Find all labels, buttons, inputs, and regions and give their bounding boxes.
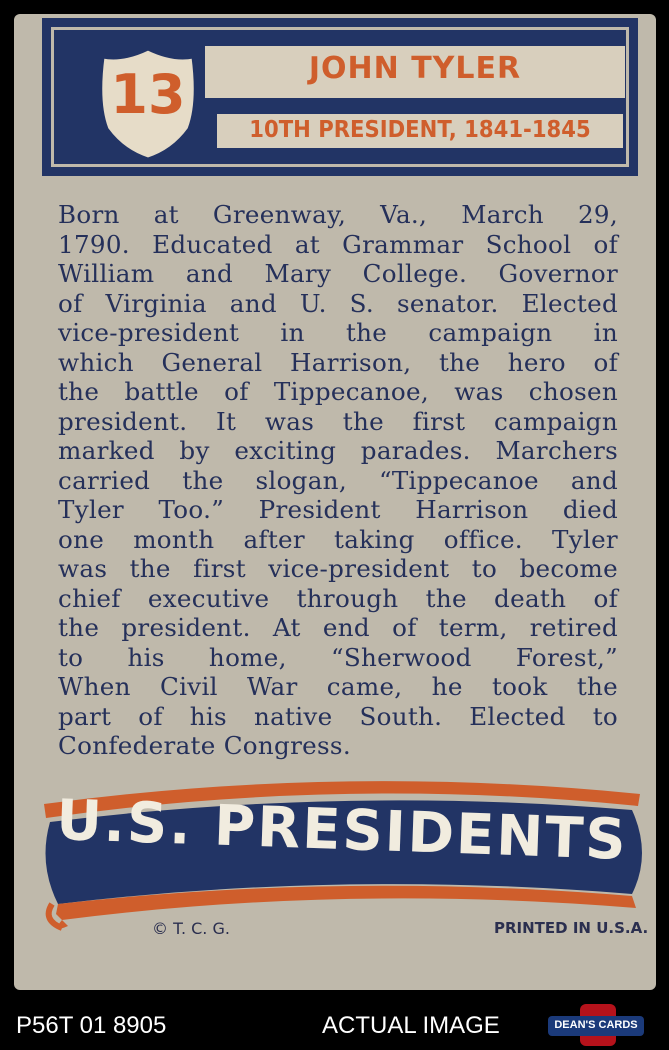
bio-line: Born at Greenway, Va., March 29, (58, 200, 618, 229)
sku-label: P56T 01 8905 (16, 1012, 167, 1039)
bio-line: was the first vice-president to become (58, 554, 618, 583)
banner-title: U.S. PRESIDENTS (55, 788, 629, 873)
biography-text (58, 200, 618, 761)
bio-line: president. It was the first campaign (58, 406, 618, 436)
bio-line: Tyler Too.” President Harrison died (58, 495, 618, 524)
bio-line: chief executive through the death of (58, 583, 618, 613)
bio-line: of Virginia and U. S. senator. Elected (58, 288, 618, 318)
trading-card-back (14, 14, 656, 990)
actual-image-label: ACTUAL IMAGE (322, 1012, 500, 1039)
bio-line: carried the slogan, “Tippecanoe and (58, 465, 618, 495)
copyright-text: © T. C. G. (152, 919, 230, 938)
bio-line: marked by exciting parades. Marchers (58, 436, 618, 465)
bio-line: part of his native South. Elected to (58, 701, 618, 731)
bio-line: to his home, “Sherwood Forest,” (58, 642, 618, 672)
president-name: JOHN TYLER (308, 51, 522, 86)
card-number: 13 (110, 63, 186, 126)
bio-line: When Civil War came, he took the (58, 672, 618, 701)
bio-line: Confederate Congress. (58, 731, 351, 760)
bio-line: one month after taking office. Tyler (58, 524, 618, 554)
bio-line: which General Harrison, the hero of (58, 347, 618, 377)
bio-line: the battle of Tippecanoe, was chosen (58, 377, 618, 406)
printed-text: PRINTED IN U.S.A. (494, 919, 649, 937)
card-header (42, 18, 638, 176)
bio-line: William and Mary College. Governor (58, 259, 618, 288)
bio-line: the president. At end of term, retired (58, 613, 618, 642)
bio-line: vice-president in the campaign in (58, 318, 618, 347)
logo-text: DEAN'S CARDS (554, 1019, 638, 1031)
president-term: 10TH PRESIDENT, 1841-1845 (249, 117, 591, 143)
bio-line: 1790. Educated at Grammar School of (58, 229, 618, 259)
